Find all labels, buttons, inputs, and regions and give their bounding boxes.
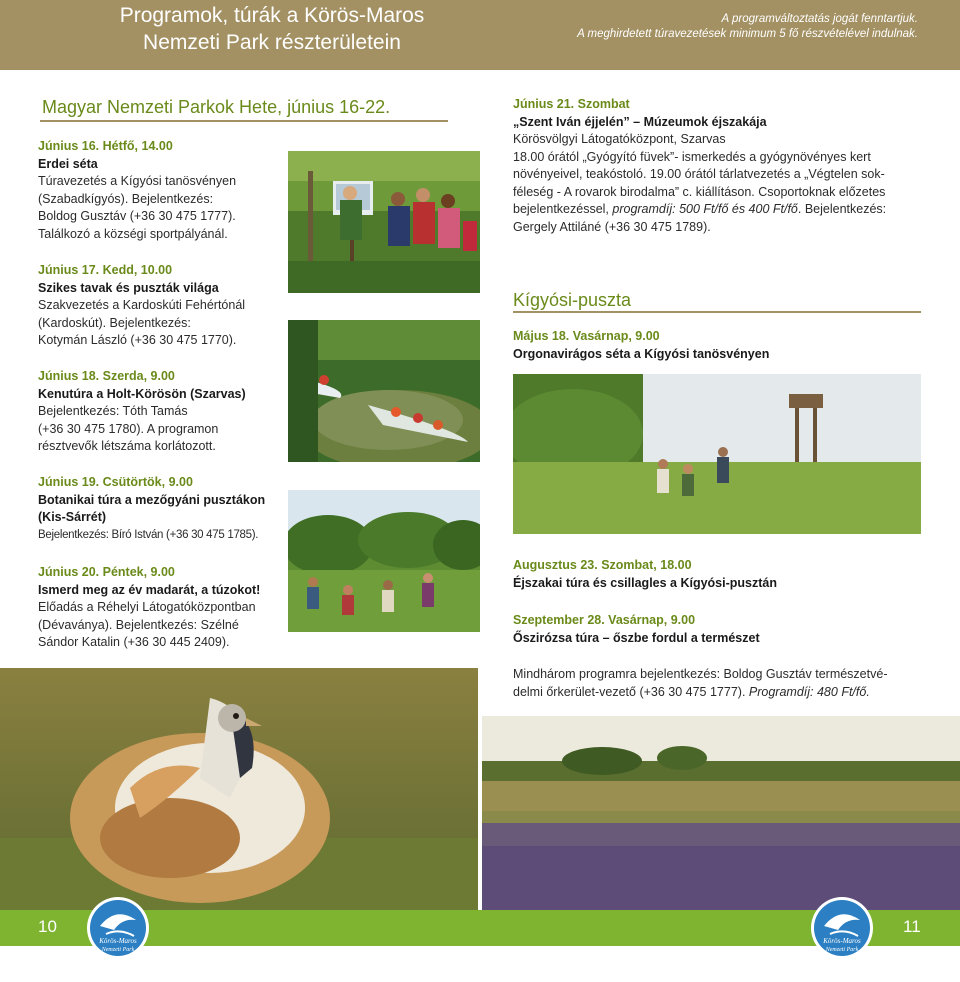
event-line: Találkozó a községi sportpályánál. [38, 226, 228, 241]
event-title: Botanikai túra a mezőgyáni pusztákon [38, 492, 266, 507]
event-date: Június 18. Szerda, 9.00 [38, 369, 175, 383]
page-header [0, 0, 960, 70]
event-line: Túravezetés a Kígyósi tanösvényen [38, 174, 237, 188]
event-line: (+36 30 475 1780). A programon [38, 421, 219, 436]
event-line-part: . Bejelentkezés: [797, 202, 887, 216]
event-line: Bejelentkezés: Tóth Tamás [38, 404, 188, 418]
event-date: Május 18. Vasárnap, 9.00 [513, 329, 660, 343]
event-line: résztvevők létszáma korlátozott. [38, 439, 216, 453]
event-line: Bejelentkezés: Bíró István (+36 30 475 1785). [38, 528, 259, 541]
heading-rule-left [40, 120, 448, 122]
photo-nature-trail-group [288, 151, 480, 293]
section-heading-right: Kígyósi-puszta [513, 290, 632, 310]
title-line-2: Nemzeti Park részterületein [143, 31, 401, 54]
photo-great-bustard [0, 668, 478, 910]
event-line: (Kardoskút). Bejelentkezés: [38, 315, 191, 330]
closing-line [513, 684, 933, 702]
event-sep-28 [513, 612, 933, 647]
logo-text-line-2: Nemzeti Park [101, 947, 135, 953]
event-line: féleség - A rovarok birodalma” c. kiállításon. Csoportoknak előzetes [513, 184, 886, 199]
event-june-17 [38, 262, 283, 350]
page-title [72, 2, 472, 56]
event-line [513, 201, 933, 219]
event-title: Éjszakai túra és csillagles a Kígyósi-pusztán [513, 575, 777, 590]
event-date: Szeptember 28. Vasárnap, 9.00 [513, 613, 696, 627]
photo-steppe-walk [513, 374, 921, 534]
event-may-18 [513, 328, 933, 363]
header-note [577, 12, 918, 42]
event-line: (Szabadkígyós). Bejelentkezés: [38, 191, 214, 206]
event-line: (Dévaványa). Bejelentkezés: Szélné [38, 617, 239, 632]
event-title: Orgonavirágos séta a Kígyósi tanösvényen [513, 346, 770, 361]
event-date: Június 17. Kedd, 10.00 [38, 263, 173, 277]
heading-rule-right [513, 311, 921, 313]
event-line-part: bejelentkezéssel, [513, 202, 613, 216]
logo-text-line-2: Nemzeti Park [825, 947, 859, 953]
event-title: Erdei séta [38, 156, 98, 171]
closing-line: Mindhárom programra bejelentkezés: Boldog Gusztáv természetvé- [513, 667, 888, 681]
event-line: Boldog Gusztáv (+36 30 475 1777). [38, 209, 236, 223]
event-title: Őszirózsa túra – őszbe fordul a természet [513, 630, 760, 645]
event-line: Körösvölgyi Látogatóközpont, Szarvas [513, 132, 726, 146]
closing-line-part: delmi őrkerület-vezető (+36 30 475 1777). [513, 684, 749, 699]
event-june-18 [38, 368, 283, 456]
photo-botanical-walk [288, 490, 480, 632]
header-note-line-1: A programváltoztatás jogát fenntartjuk. [721, 13, 918, 25]
closing-fee: Programdíj: 480 Ft/fő. [748, 684, 870, 699]
event-date: Június 16. Hétfő, 14.00 [38, 139, 173, 153]
event-line: Gergely Attiláné (+36 30 475 1789). [513, 219, 711, 234]
event-line: növényeivel, teakóstoló. 19.00 órától tárlatvezetés a „Végtelen sok- [513, 167, 885, 181]
event-line: 18.00 órától „Gyógyító füvek”- ismerkedés a gyógynövényes kert [513, 149, 871, 164]
title-line-1: Programok, túrák a Körös-Maros [119, 4, 425, 27]
event-title: Ismerd meg az év madarát, a túzokot! [38, 582, 261, 597]
logo-text-line-1: Körös-Maros [99, 937, 137, 945]
event-title: Kenutúra a Holt-Körösön (Szarvas) [38, 386, 246, 401]
event-date: Június 19. Csütörtök, 9.00 [38, 475, 193, 489]
logo-text-line-1: Körös-Maros [823, 937, 861, 945]
event-line: Szakvezetés a Kardoskúti Fehértónál [38, 298, 246, 312]
event-line: Sándor Katalin (+36 30 445 2409). [38, 635, 230, 649]
park-logo-right [810, 896, 874, 960]
event-date: Június 21. Szombat [513, 97, 630, 111]
event-fee: programdíj: 500 Ft/fő és 400 Ft/fő [612, 202, 798, 216]
event-title: Szikes tavak és puszták világa [38, 280, 219, 295]
event-june-21 [513, 96, 933, 236]
event-title: (Kis-Sárrét) [38, 510, 107, 524]
closing-note [513, 666, 933, 701]
event-line: Előadás a Réhelyi Látogatóközpontban [38, 600, 256, 614]
event-aug-23 [513, 557, 933, 592]
event-line: Kotymán László (+36 30 475 1770). [38, 333, 237, 347]
event-june-16 [38, 138, 283, 243]
header-note-line-2: A meghirdetett túravezetések minimum 5 fő részvételével indulnak. [577, 28, 918, 40]
photo-aster-steppe [482, 716, 960, 910]
event-title: „Szent Iván éjjelén” – Múzeumok éjszakája [513, 114, 767, 129]
event-june-19 [38, 474, 288, 544]
page-number-right: 11 [903, 917, 921, 936]
event-june-20 [38, 564, 288, 652]
event-date: Augusztus 23. Szombat, 18.00 [513, 558, 692, 572]
photo-canoe-trip [288, 320, 480, 462]
page-number-left: 10 [38, 917, 57, 936]
park-logo-left [86, 896, 150, 960]
event-date: Június 20. Péntek, 9.00 [38, 565, 175, 579]
section-heading-left: Magyar Nemzeti Parkok Hete, június 16-22. [42, 97, 391, 117]
